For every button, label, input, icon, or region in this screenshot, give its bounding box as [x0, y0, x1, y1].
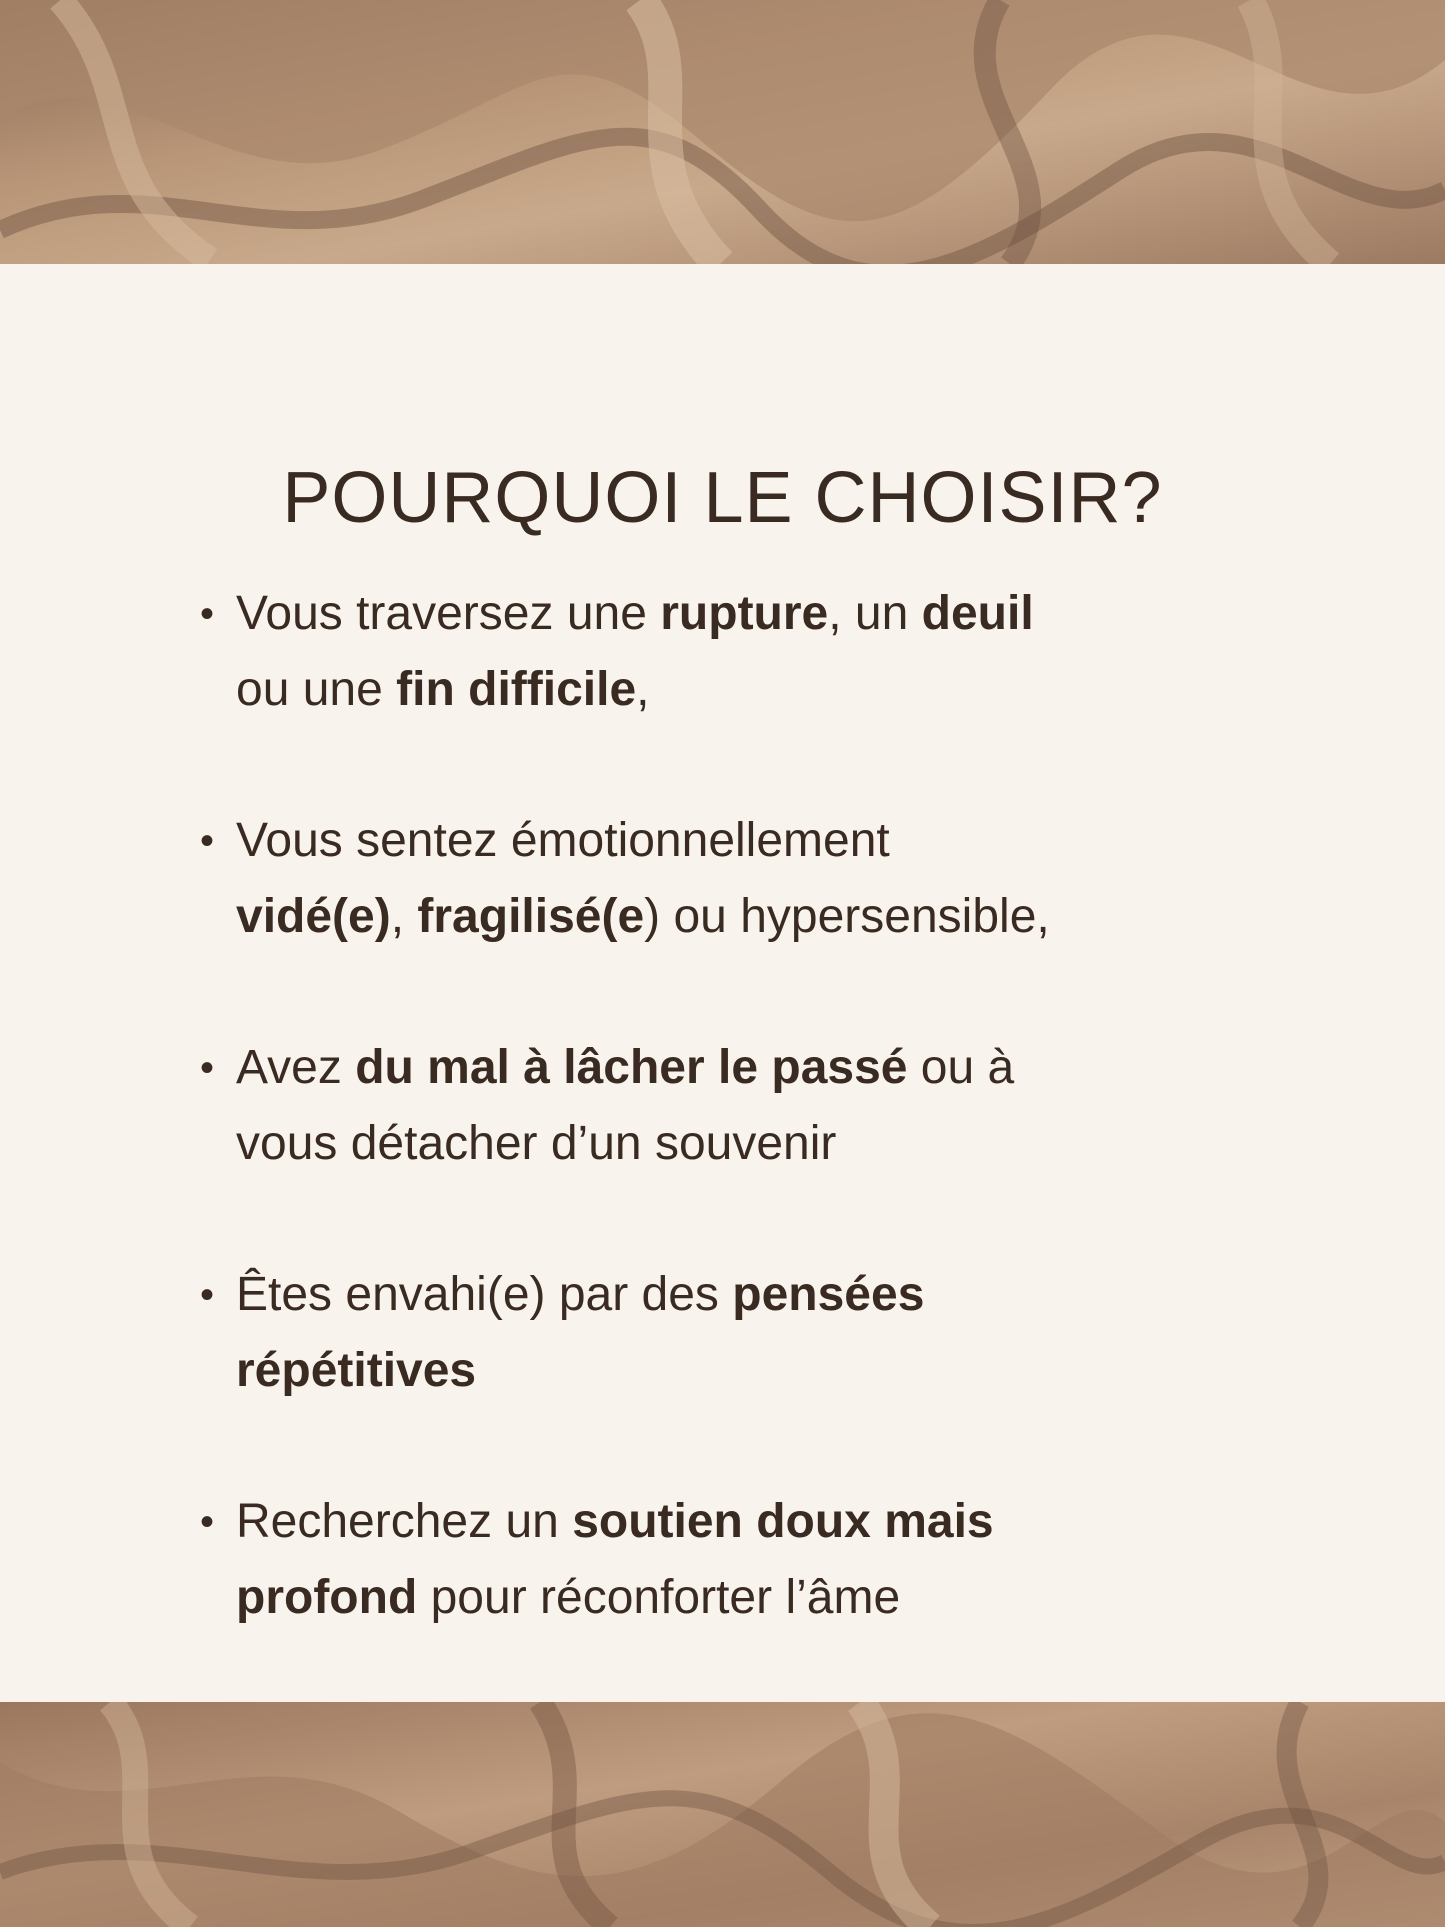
list-item: [200, 1030, 1236, 1257]
reason-line: vous détacher d’un souvenir: [236, 1117, 837, 1170]
reason-line: vidé(e), fragilisé(e) ou hypersensible,: [236, 890, 1050, 943]
reason-line: répétitives: [236, 1344, 477, 1397]
bullet-icon: •: [200, 819, 215, 863]
fabric-top-image: [0, 0, 1445, 264]
list-item: [200, 1484, 1236, 1711]
bullet-icon: •: [200, 592, 215, 636]
reason-line: Vous traversez une rupture, un deuil: [236, 587, 1034, 640]
bullet-icon: •: [200, 1500, 215, 1544]
bullet-icon: •: [200, 1273, 215, 1317]
reasons-list: [200, 576, 1236, 1711]
reason-line: Êtes envahi(e) par des pensées: [236, 1268, 925, 1321]
list-item: [200, 803, 1236, 1030]
reason-line: Avez du mal à lâcher le passé ou à: [236, 1041, 1015, 1094]
fabric-bottom-image: [0, 1702, 1445, 1927]
content-panel: [0, 264, 1445, 1702]
reason-line: Vous sentez émotionnellement: [236, 814, 890, 867]
bullet-icon: •: [200, 1046, 215, 1090]
reason-line: ou une fin difficile,: [236, 663, 650, 716]
page-title: POURQUOI LE CHOISIR?: [282, 458, 1163, 539]
list-item: [200, 576, 1236, 803]
list-item: [200, 1257, 1236, 1484]
reason-line: Recherchez un soutien doux mais: [236, 1495, 994, 1548]
reason-line: profond pour réconforter l’âme: [236, 1571, 901, 1624]
